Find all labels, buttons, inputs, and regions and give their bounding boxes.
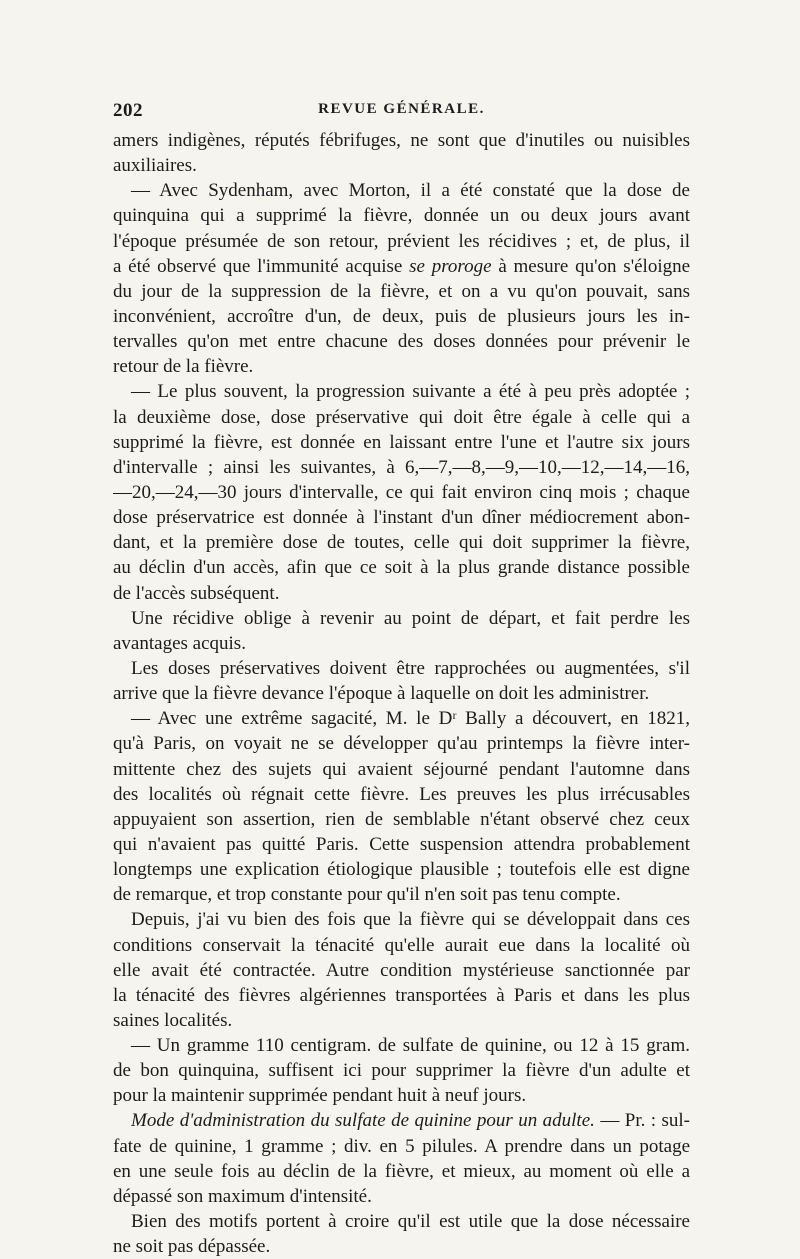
italic-heading: Mode d'administration du sulfate de quinine pour un adulte. bbox=[131, 1110, 595, 1132]
text-line: avantages acquis. bbox=[113, 632, 246, 654]
text-line: Depuis, j'ai vu bien des fois que la fièvre qui se développait dans ces bbox=[131, 909, 690, 931]
running-title: REVUE GÉNÉRALE. bbox=[318, 101, 485, 117]
text-line: dépassé son maximum d'intensité. bbox=[113, 1185, 372, 1207]
text-line: la deuxième dose, dose préservative qui doit être égale à celle qui a bbox=[113, 406, 690, 428]
text-line: longtemps une explication étiologique plausible ; toutefois elle est digne bbox=[113, 859, 690, 881]
text-line: tervalles qu'on met entre chacune des doses données pour prévenir le bbox=[113, 331, 690, 353]
text-line: dose préservatrice est donnée à l'instant d'un dîner médiocrement abon- bbox=[113, 507, 690, 529]
text-line bbox=[113, 1108, 690, 1133]
text-line: au déclin d'un accès, afin que ce soit à la plus grande distance possible bbox=[113, 557, 690, 579]
text-line: mittente chez des sujets qui avaient séjourné pendant l'automne dans bbox=[113, 758, 690, 780]
text-segment: — Pr. : sul- bbox=[600, 1110, 690, 1132]
text-line: d'intervalle ; ainsi les suivantes, à 6,—7,—8,—9,—10,—12,—14,—16, bbox=[113, 456, 690, 478]
text-line: pour la maintenir supprimée pendant huit à neuf jours. bbox=[113, 1085, 527, 1107]
text-line: Les doses préservatives doivent être rapprochées ou augmentées, s'il bbox=[131, 657, 690, 679]
text-line: l'époque présumée de son retour, prévient les récidives ; et, de plus, il bbox=[113, 230, 690, 252]
text-line: amers indigènes, réputés fébrifuges, ne sont que d'inutiles ou nuisibles bbox=[113, 130, 690, 151]
italic-phrase: se proroge bbox=[409, 255, 492, 277]
text-line: dant, et la première dose de toutes, celle qui doit supprimer la fièvre, bbox=[113, 532, 690, 554]
text-line: conditions conservait la ténacité qu'elle aurait eue dans la localité où bbox=[113, 934, 690, 956]
text-line: — Avec une extrême sagacité, M. le Dʳ Bally a découvert, en 1821, bbox=[131, 708, 690, 730]
text-line: des localités où régnait cette fièvre. Les preuves les plus irrécusables bbox=[113, 783, 690, 805]
text-line: de l'accès subséquent. bbox=[113, 582, 280, 604]
text-line: — Le plus souvent, la progression suivante a été à peu près adoptée ; bbox=[131, 381, 690, 403]
text-line: saines localités. bbox=[113, 1009, 233, 1031]
text-line: Bien des motifs portent à croire qu'il est utile que la dose nécessaire bbox=[131, 1211, 690, 1233]
text-line: de remarque, et trop constante pour qu'il n'en soit pas tenu compte. bbox=[113, 884, 621, 906]
text-line: fate de quinine, 1 gramme ; div. en 5 pilules. A prendre dans un potage bbox=[113, 1135, 690, 1157]
text-line: la ténacité des fièvres algériennes transportées à Paris et dans les plus bbox=[113, 984, 690, 1006]
text-line: inconvénient, accroître d'un, de deux, puis de plusieurs jours les in- bbox=[113, 305, 690, 327]
text-line: ne soit pas dépassée. bbox=[113, 1236, 271, 1258]
text-line: en une seule fois au déclin de la fièvre, et mieux, au moment où elle a bbox=[113, 1160, 690, 1182]
text-line: arrive que la fièvre devance l'époque à laquelle on doit les administrer. bbox=[113, 683, 650, 705]
text-line: qu'à Paris, on voyait ne se développer qu'au printemps la fièvre inter- bbox=[113, 733, 690, 755]
text-line: qui n'avaient pas quitté Paris. Cette suspension attendra probablement bbox=[113, 833, 690, 855]
body-text bbox=[113, 128, 690, 1259]
text-segment: a été observé que l'immunité acquise bbox=[113, 255, 403, 277]
page-header bbox=[113, 100, 690, 124]
text-line: — Un gramme 110 centigram. de sulfate de quinine, ou 12 à 15 gram. bbox=[131, 1035, 690, 1057]
text-line: elle avait été contractée. Autre condition mystérieuse sanctionnée par bbox=[113, 959, 690, 981]
text-line: supprimé la fièvre, est donnée en laissant entre l'une et l'autre six jours bbox=[113, 431, 690, 453]
text-line: Une récidive oblige à revenir au point de départ, et fait perdre les bbox=[131, 607, 690, 629]
text-line: quinquina qui a supprimé la fièvre, donnée un ou deux jours avant bbox=[113, 205, 690, 227]
text-line: auxiliaires. bbox=[113, 155, 197, 177]
text-line: de bon quinquina, suffisent ici pour supprimer la fièvre d'un adulte et bbox=[113, 1060, 690, 1082]
text-line: —20,—24,—30 jours d'intervalle, ce qui fait environ cinq mois ; chaque bbox=[113, 481, 690, 503]
text-line: appuyaient son assertion, rien de semblable n'étant observé chez ceux bbox=[113, 808, 690, 830]
text-line: du jour de la suppression de la fièvre, et on a vu qu'on pouvait, sans bbox=[113, 280, 690, 302]
text-line: retour de la fièvre. bbox=[113, 356, 254, 378]
text-segment: à mesure qu'on s'éloigne bbox=[498, 255, 690, 277]
page-number: 202 bbox=[113, 100, 143, 121]
text-line bbox=[113, 254, 690, 279]
text-line: — Avec Sydenham, avec Morton, il a été constaté que la dose de bbox=[131, 180, 690, 202]
